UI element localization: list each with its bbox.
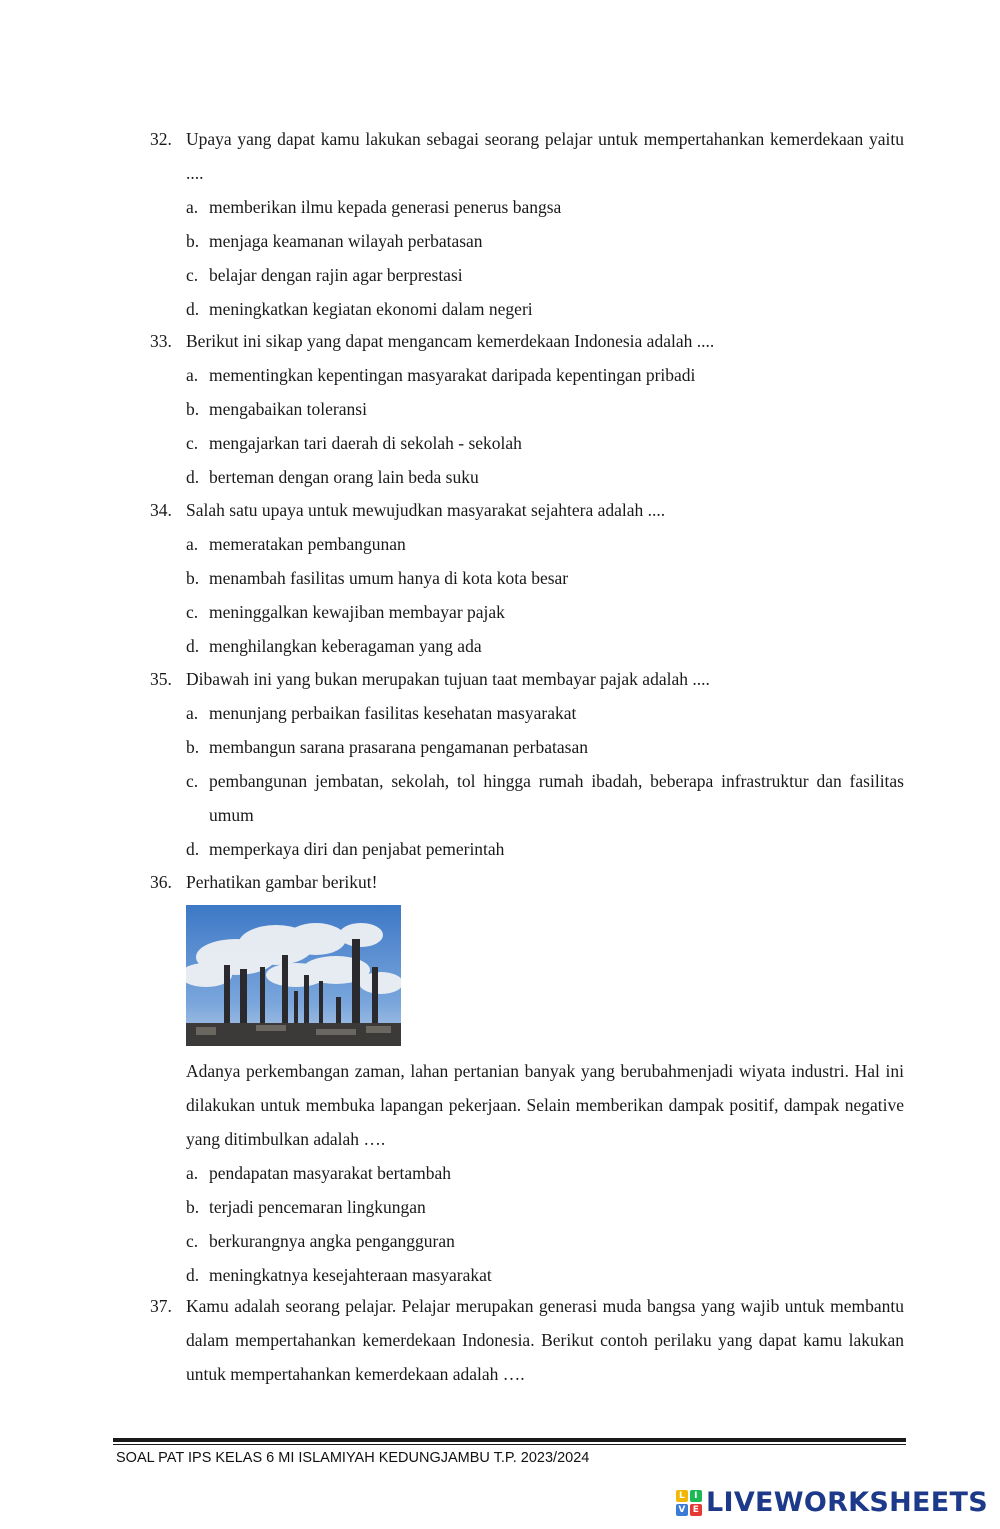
option-b[interactable] (186, 730, 904, 764)
option-letter: c. (186, 771, 199, 791)
option-text: meningkatnya kesejahteraan masyarakat (209, 1265, 492, 1285)
option-text: memberikan ilmu kepada generasi penerus bangsa (209, 197, 562, 217)
option-d[interactable] (186, 292, 904, 326)
factory-smokestacks-image (186, 905, 401, 1046)
option-text: menunjang perbaikan fasilitas kesehatan masyarakat (209, 703, 577, 723)
question-36 (150, 865, 904, 1292)
footer-rule-thick (113, 1438, 906, 1442)
options-list (186, 527, 904, 663)
question-text: Salah satu upaya untuk mewujudkan masyarakat sejahtera adalah .... (186, 500, 666, 520)
option-letter: d. (186, 467, 200, 487)
option-a[interactable] (186, 358, 904, 392)
option-text: membangun sarana prasarana pengamanan perbatasan (209, 737, 588, 757)
option-text: mengabaikan toleransi (209, 399, 367, 419)
question-text: Dibawah ini yang bukan merupakan tujuan taat membayar pajak adalah .... (186, 669, 710, 689)
option-b[interactable] (186, 1190, 904, 1224)
option-c[interactable] (186, 426, 904, 460)
option-letter: b. (186, 231, 200, 251)
option-letter: a. (186, 703, 199, 723)
question-number: 36. (150, 872, 172, 892)
option-letter: d. (186, 636, 200, 656)
option-letter: b. (186, 737, 200, 757)
option-letter: a. (186, 1163, 199, 1183)
option-b[interactable] (186, 561, 904, 595)
option-letter: b. (186, 568, 200, 588)
question-text: Upaya yang dapat kamu lakukan sebagai seorang pelajar untuk mempertahankan kemerdekaan yaitu .... (186, 129, 904, 183)
option-c[interactable] (186, 258, 904, 292)
logo-letter-v: V (676, 1504, 688, 1516)
option-a[interactable] (186, 190, 904, 224)
question-37 (150, 1289, 904, 1391)
question-text: Berikut ini sikap yang dapat mengancam kemerdekaan Indonesia adalah .... (186, 331, 715, 351)
options-list (186, 696, 904, 866)
liveworksheets-logo-text: LIVEWORKSHEETS (705, 1487, 988, 1518)
question-number: 35. (150, 669, 172, 689)
options-list (186, 190, 904, 326)
option-d[interactable] (186, 629, 904, 663)
option-letter: c. (186, 433, 199, 453)
option-letter: d. (186, 839, 200, 859)
question-34 (150, 493, 904, 663)
option-text: menjaga keamanan wilayah perbatasan (209, 231, 483, 251)
options-list (186, 1156, 904, 1292)
option-letter: d. (186, 299, 200, 319)
question-text: Kamu adalah seorang pelajar. Pelajar merupakan generasi muda bangsa yang wajib untuk membantu dalam mempertahankan kemerdekaan Indonesia. Berikut contoh perilaku yang dapat kamu lakukan untuk mempertahankan kemerdekaan adalah …. (186, 1296, 904, 1384)
option-letter: c. (186, 1231, 199, 1251)
question-number: 37. (150, 1296, 172, 1316)
logo-letter-l: L (676, 1490, 688, 1502)
option-text: meninggalkan kewajiban membayar pajak (209, 602, 505, 622)
option-c[interactable] (186, 764, 904, 832)
option-text: menghilangkan keberagaman yang ada (209, 636, 482, 656)
footer-text: SOAL PAT IPS KELAS 6 MI ISLAMIYAH KEDUNGJAMBU T.P. 2023/2024 (116, 1450, 590, 1466)
question-passage: Adanya perkembangan zaman, lahan pertanian banyak yang berubahmenjadi wiyata industri. Hal ini dilakukan untuk membuka lapangan pekerjaan. Selain memberikan dampak positif, dampak negative yang ditimbulkan adalah …. (186, 1061, 904, 1149)
option-a[interactable] (186, 527, 904, 561)
option-text: mementingkan kepentingan masyarakat daripada kepentingan pribadi (209, 365, 696, 385)
option-text: menambah fasilitas umum hanya di kota kota besar (209, 568, 569, 588)
question-text: Perhatikan gambar berikut! (186, 872, 378, 892)
option-d[interactable] (186, 460, 904, 494)
option-text: berkurangnya angka pengangguran (209, 1231, 455, 1251)
option-d[interactable] (186, 832, 904, 866)
option-a[interactable] (186, 1156, 904, 1190)
option-letter: c. (186, 265, 199, 285)
footer-rule-thin (113, 1444, 906, 1445)
liveworksheets-logo-icon (676, 1490, 702, 1516)
logo-letter-i: I (690, 1490, 702, 1502)
option-b[interactable] (186, 224, 904, 258)
option-b[interactable] (186, 392, 904, 426)
option-letter: b. (186, 1197, 200, 1217)
option-text: pendapatan masyarakat bertambah (209, 1163, 451, 1183)
question-number: 32. (150, 129, 172, 149)
option-letter: a. (186, 197, 199, 217)
option-text: mengajarkan tari daerah di sekolah - sekolah (209, 433, 522, 453)
option-text: memeratakan pembangunan (209, 534, 406, 554)
question-35 (150, 662, 904, 866)
option-letter: a. (186, 534, 199, 554)
logo-letter-e: E (690, 1504, 702, 1516)
option-text: memperkaya diri dan penjabat pemerintah (209, 839, 505, 859)
option-c[interactable] (186, 595, 904, 629)
option-letter: b. (186, 399, 200, 419)
option-letter: d. (186, 1265, 200, 1285)
question-number: 34. (150, 500, 172, 520)
option-d[interactable] (186, 1258, 904, 1292)
option-text: pembangunan jembatan, sekolah, tol hingga rumah ibadah, beberapa infrastruktur dan fasilitas umum (209, 771, 904, 825)
option-letter: a. (186, 365, 199, 385)
options-list (186, 358, 904, 494)
question-33 (150, 324, 904, 494)
option-text: meningkatkan kegiatan ekonomi dalam negeri (209, 299, 533, 319)
option-c[interactable] (186, 1224, 904, 1258)
question-32 (150, 122, 904, 326)
liveworksheets-logo[interactable] (676, 1487, 988, 1518)
option-text: belajar dengan rajin agar berprestasi (209, 265, 463, 285)
option-a[interactable] (186, 696, 904, 730)
option-letter: c. (186, 602, 199, 622)
option-text: berteman dengan orang lain beda suku (209, 467, 479, 487)
option-text: terjadi pencemaran lingkungan (209, 1197, 426, 1217)
question-number: 33. (150, 331, 172, 351)
